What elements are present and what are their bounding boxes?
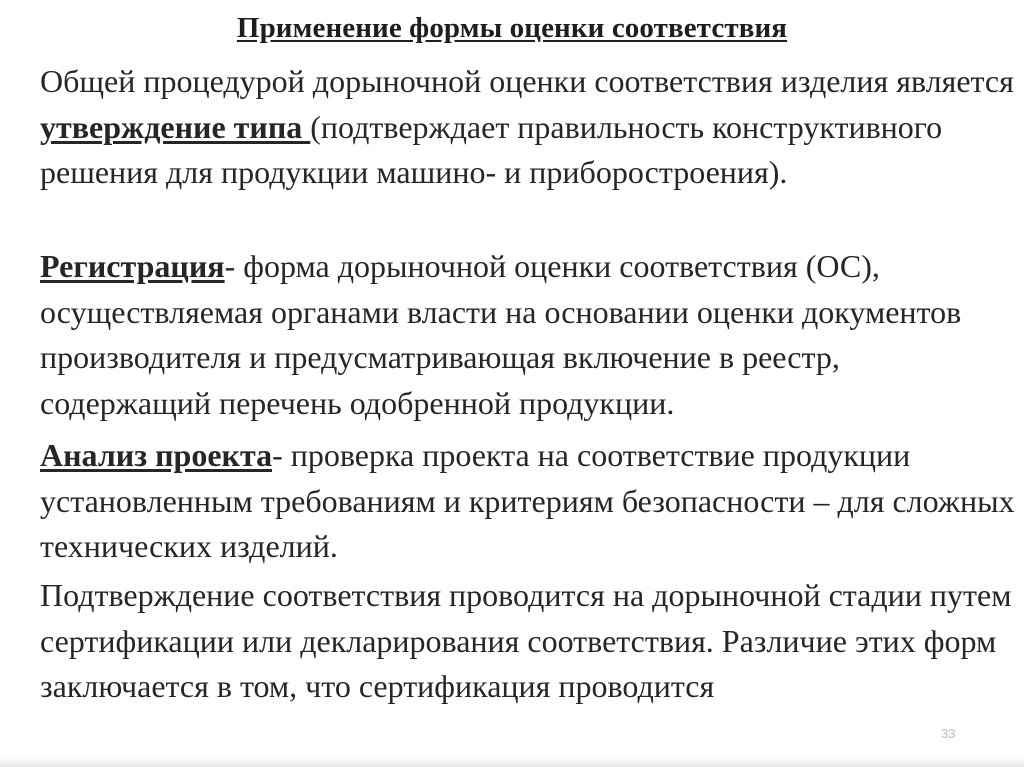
paragraph-rest-text: - форма дорыночной оценки соответствия (ОС), осуществляемая органами власти на основании оценки документов производителя и предусматривающая включение в реестр, содержащий перечень одобренной продукции. [40,248,962,421]
paragraph-type-approval [40,59,1015,196]
paragraph-rest-text: - проверка проекта на соответствие продукции установленным требованиям и критериям безопасности – для сложных технических изделий. [40,437,1015,564]
paragraph-registration [40,244,1015,426]
page-number: 33 [941,726,956,741]
paragraph-lead-text: Общей процедурой дорыночной оценки соответствия изделия является [40,63,1014,99]
slide-title: Применение формы оценки соответствия [236,12,788,44]
paragraph-conformity-confirmation [40,573,1015,710]
bottom-shadow-divider [0,757,1024,767]
keyword-project-analysis: Анализ проекта [40,437,273,473]
keyword-registration: Регистрация [40,248,225,284]
keyword-type-approval: утверждение типа [40,108,311,145]
paragraph-rest-text: (подтверждает правильность конструктивного решения для продукции машино- и приборостроения). [40,108,943,190]
paragraph-lead-text: Подтверждение соответствия проводится на дорыночной стадии путем сертификации или декларирования соответствия. Различие этих форм заключается в том, что сертификация проводится [40,577,1012,704]
paragraph-project-analysis [40,433,1015,570]
